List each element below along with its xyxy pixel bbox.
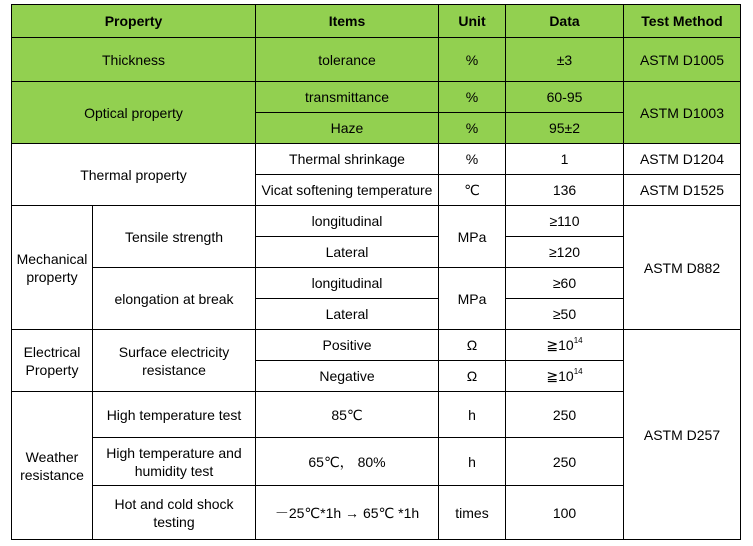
humidity-label: High temperature and humidity test: [93, 438, 256, 486]
electrical-property: Electrical Property: [12, 330, 93, 392]
thickness-row: [12, 38, 741, 82]
shock-data: 100: [506, 486, 624, 540]
humidity-item: 65℃， 80%: [256, 438, 439, 486]
thickness-property: Thickness: [12, 38, 256, 82]
elongation-longitudinal-item: longitudinal: [256, 268, 439, 299]
electrical-positive-item: Positive: [256, 330, 439, 361]
haze-item: Haze: [256, 113, 439, 144]
humidity-unit: h: [439, 438, 506, 486]
tensile-longitudinal-item: longitudinal: [256, 206, 439, 237]
tensile-unit: MPa: [439, 206, 506, 268]
mechanical-property: Mechanical property: [12, 206, 93, 330]
thickness-unit: %: [439, 38, 506, 82]
elongation-longitudinal-data: ≥60: [506, 268, 624, 299]
vicat-unit: ℃: [439, 175, 506, 206]
header-data: Data: [506, 5, 624, 38]
elongation-lateral-item: Lateral: [256, 299, 439, 330]
haze-data: 95±2: [506, 113, 624, 144]
thickness-data: ±3: [506, 38, 624, 82]
thermal-shrinkage-method: ASTM D1204: [624, 144, 741, 175]
thermal-shrinkage-unit: %: [439, 144, 506, 175]
header-items: Items: [256, 5, 439, 38]
transmittance-unit: %: [439, 82, 506, 113]
weather-property: Weather resistance: [12, 392, 93, 540]
electrical-positive-exponent: 14: [573, 336, 583, 345]
header-row: [12, 5, 741, 38]
thermal-shrinkage-row: [12, 144, 741, 175]
vicat-item: Vicat softening temperature: [256, 175, 439, 206]
electrical-negative-item: Negative: [256, 361, 439, 392]
high-temp-unit: h: [439, 392, 506, 438]
surface-resistance-label: Surface electricity resistance: [93, 330, 256, 392]
thermal-property: Thermal property: [12, 144, 256, 206]
tensile-lateral-item: Lateral: [256, 237, 439, 268]
transmittance-item: transmittance: [256, 82, 439, 113]
electrical-positive-value: ≧10: [546, 337, 574, 353]
electrical-negative-data: [506, 361, 624, 392]
tensile-longitudinal-row: [12, 206, 741, 237]
electrical-negative-value: ≧10: [546, 368, 574, 384]
high-temp-label: High temperature test: [93, 392, 256, 438]
thermal-shrinkage-data: 1: [506, 144, 624, 175]
electrical-positive-row: [12, 330, 741, 361]
shock-unit: times: [439, 486, 506, 540]
electrical-positive-unit: Ω: [439, 330, 506, 361]
shock-item: －25℃*1h → 65℃ *1h: [256, 486, 439, 540]
header-property: Property: [12, 5, 256, 38]
optical-method: ASTM D1003: [624, 82, 741, 144]
transmittance-row: [12, 82, 741, 113]
property-table: [11, 4, 741, 540]
mechanical-method: ASTM D882: [624, 206, 741, 330]
shock-label: Hot and cold shock testing: [93, 486, 256, 540]
tensile-strength-label: Tensile strength: [93, 206, 256, 268]
high-temp-data: 250: [506, 392, 624, 438]
humidity-data: 250: [506, 438, 624, 486]
transmittance-data: 60-95: [506, 82, 624, 113]
elongation-lateral-data: ≥50: [506, 299, 624, 330]
optical-property: Optical property: [12, 82, 256, 144]
header-unit: Unit: [439, 5, 506, 38]
electrical-negative-unit: Ω: [439, 361, 506, 392]
weather-method: ASTM D257: [624, 330, 741, 540]
tensile-longitudinal-data: ≥110: [506, 206, 624, 237]
electrical-negative-exponent: 14: [573, 367, 583, 376]
thickness-item: tolerance: [256, 38, 439, 82]
header-test-method: Test Method: [624, 5, 741, 38]
vicat-method: ASTM D1525: [624, 175, 741, 206]
high-temp-item: 85℃: [256, 392, 439, 438]
elongation-label: elongation at break: [93, 268, 256, 330]
haze-unit: %: [439, 113, 506, 144]
thermal-shrinkage-item: Thermal shrinkage: [256, 144, 439, 175]
electrical-positive-data: [506, 330, 624, 361]
tensile-lateral-data: ≥120: [506, 237, 624, 268]
vicat-data: 136: [506, 175, 624, 206]
elongation-unit: MPa: [439, 268, 506, 330]
thickness-method: ASTM D1005: [624, 38, 741, 82]
